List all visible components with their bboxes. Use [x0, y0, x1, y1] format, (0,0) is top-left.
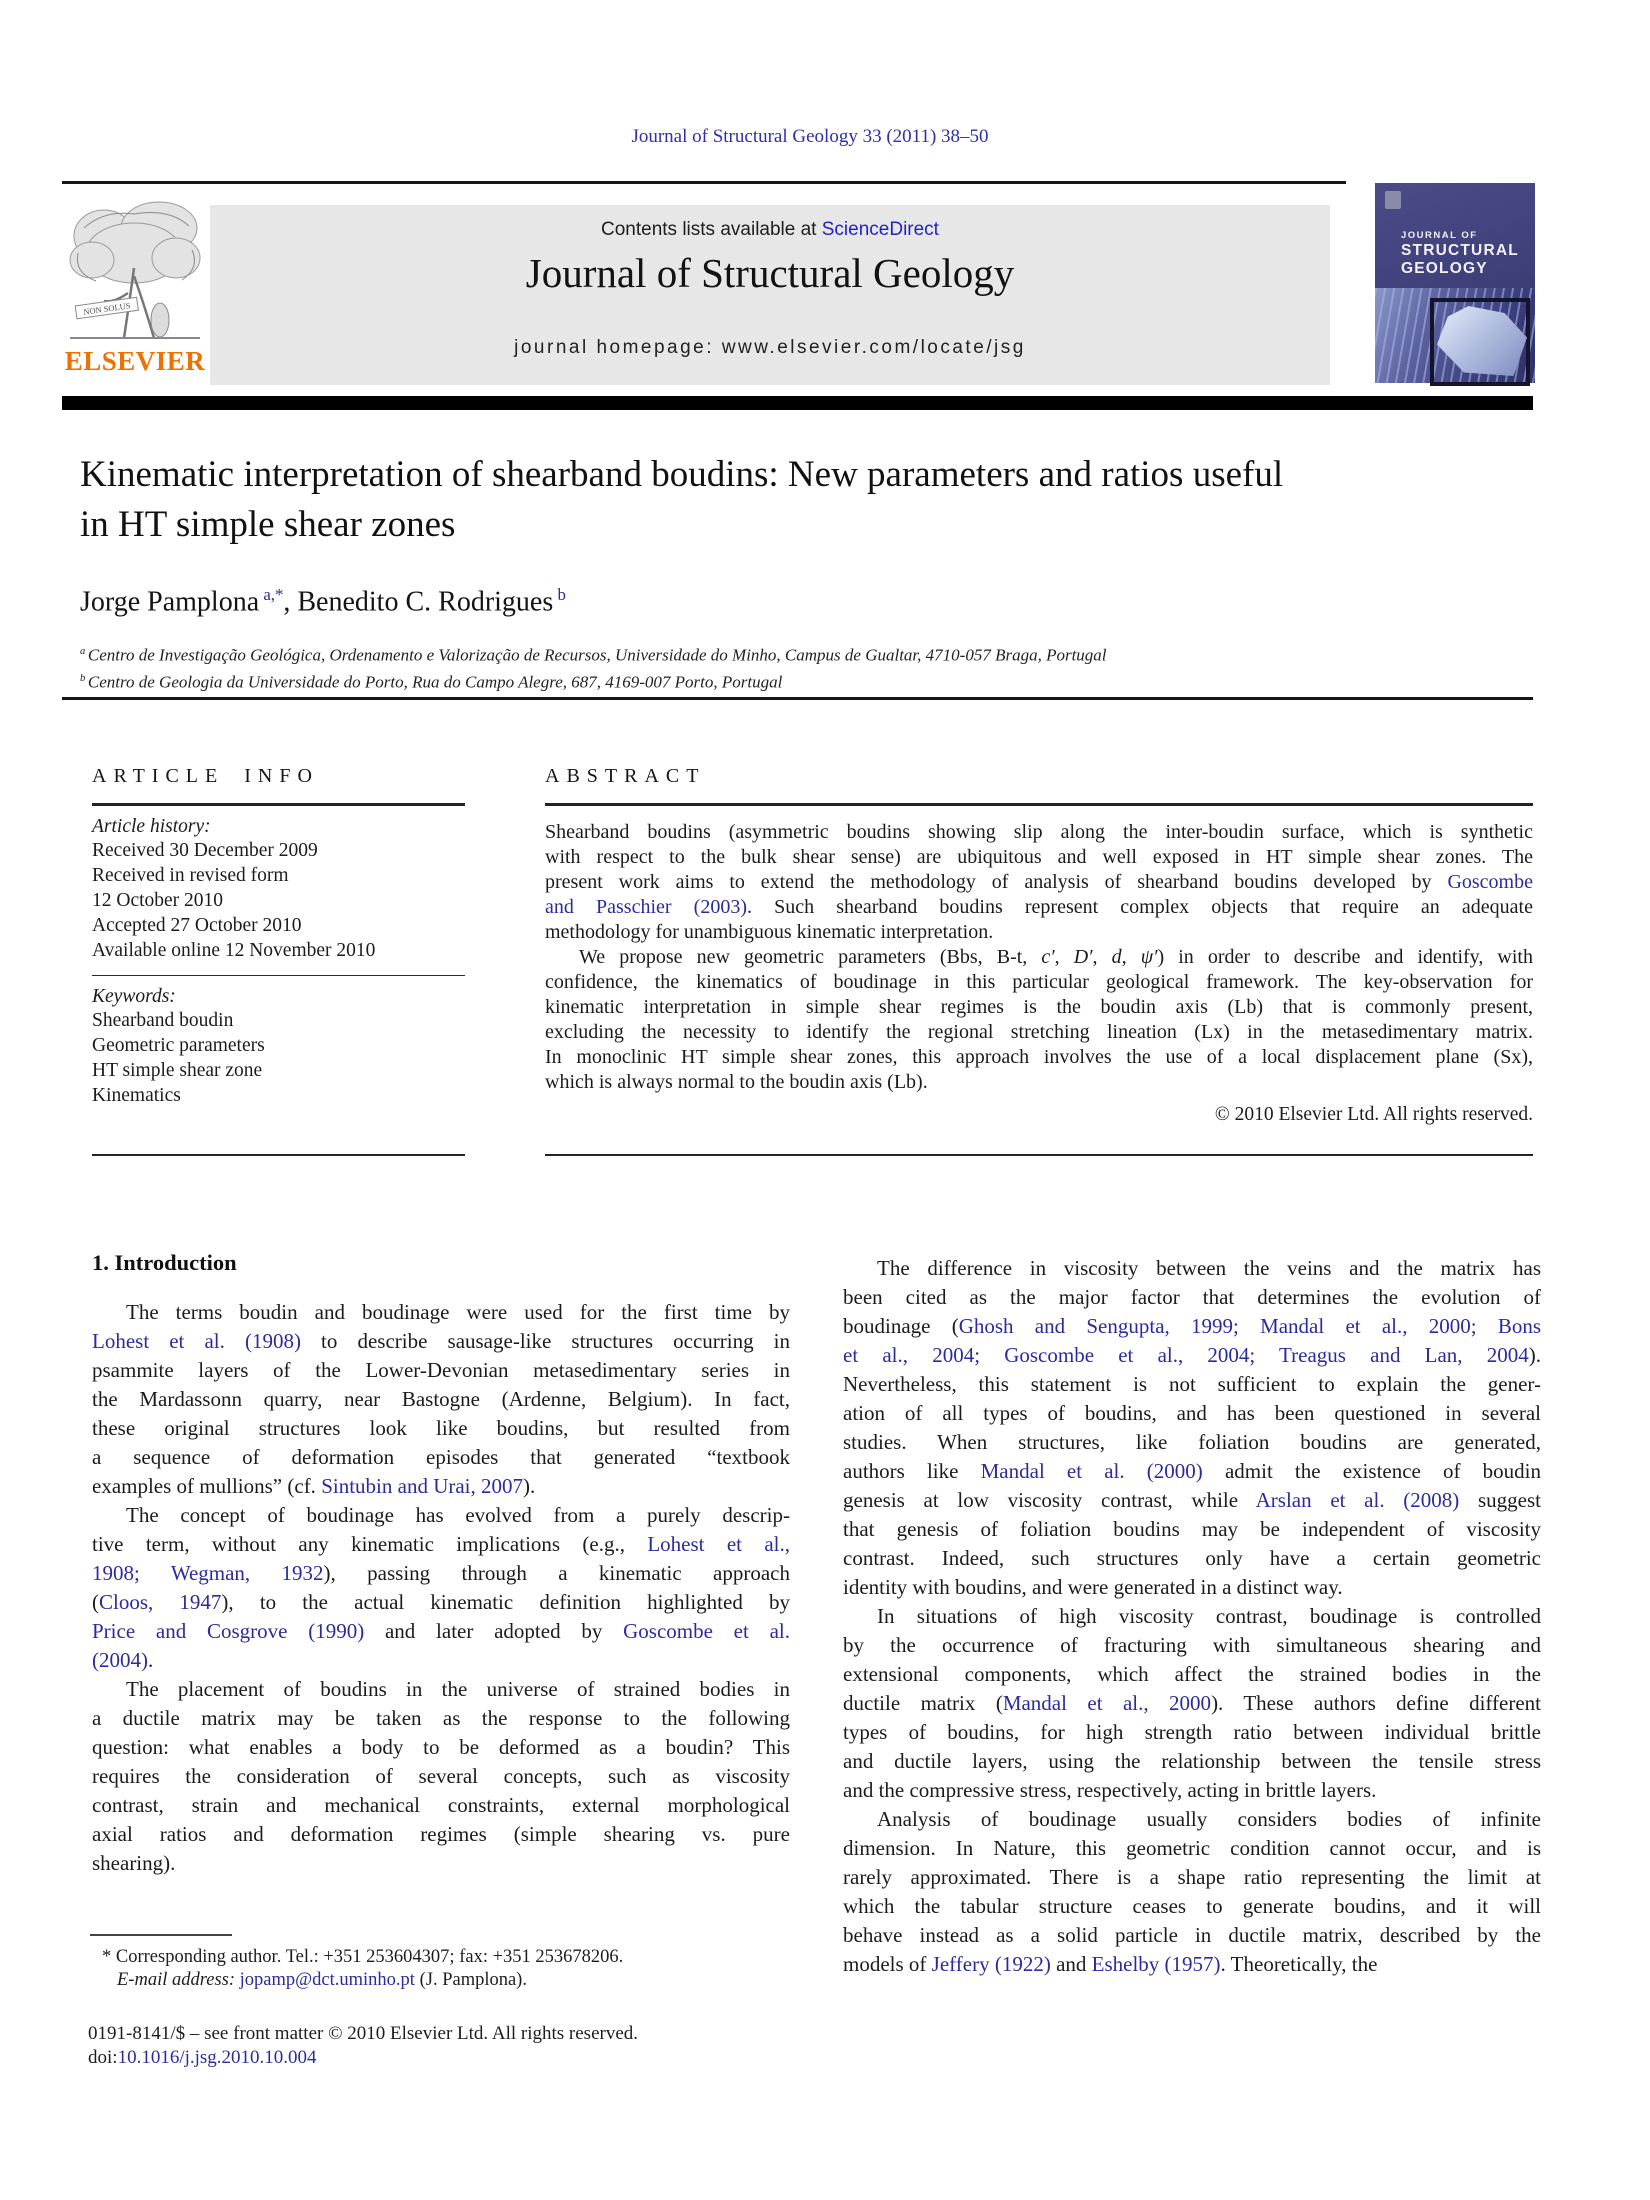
text-segment: behave instead as a solid particle in ductile matrix, described by the	[843, 1923, 1541, 1947]
text-line	[843, 1863, 1541, 1892]
journal-reference-line: Journal of Structural Geology 33 (2011) 38–50	[631, 126, 989, 147]
text-line	[92, 1617, 790, 1646]
text-line	[92, 1385, 790, 1414]
text-line	[843, 1602, 1541, 1631]
text-line	[92, 1530, 790, 1559]
cover-art	[1375, 288, 1535, 383]
affiliations	[80, 640, 1520, 693]
text-line	[843, 1370, 1541, 1399]
text-segment: admit the existence of boudin	[1202, 1459, 1542, 1483]
text-segment: tive term, without any kinematic implications (e.g.,	[92, 1532, 648, 1556]
title-divider-rule	[62, 697, 1533, 700]
text-segment: In monoclinic HT simple shear zones, this approach involves the use of a local displacement plane (Sx),	[545, 1045, 1533, 1068]
author-ref-superscript[interactable]: b	[553, 585, 566, 604]
text-segment: genesis at low viscosity contrast, while	[843, 1488, 1256, 1512]
text-segment: Centro de Investigação Geológica, Ordenamento e Valorização de Recursos, Universidade do Minho, Campus de Gualtar, 4710-057 Braga, Portugal	[87, 645, 1107, 665]
citation-link[interactable]: Ghosh and Sengupta, 1999; Mandal et al., 2000; Bons	[958, 1314, 1541, 1338]
citation-link[interactable]: Lohest et al.,	[647, 1532, 790, 1556]
text-line	[92, 1472, 790, 1501]
text-line	[843, 1747, 1541, 1776]
section-heading-introduction: 1. Introduction	[92, 1250, 237, 1275]
text-segment: question: what enables a body to be deformed as a boudin? This	[92, 1735, 790, 1759]
cover-title-line3: GEOLOGY	[1401, 259, 1488, 277]
homepage-prefix: journal homepage:	[514, 337, 722, 358]
article-history-item: 12 October 2010	[92, 889, 224, 911]
text-line	[843, 1776, 1541, 1805]
article-title-line1: Kinematic interpretation of shearband boudins: New parameters and ratios useful	[80, 454, 1284, 495]
text-segment: types of boudins, for high strength ratio between individual brittle	[843, 1720, 1541, 1744]
text-segment: Analysis of boudinage usually considers bodies of infinite	[877, 1807, 1541, 1831]
text-segment: a	[80, 646, 88, 657]
citation-link[interactable]: Goscombe et al.	[623, 1619, 790, 1643]
text-segment: axial ratios and deformation regimes (simple shearing vs. pure	[92, 1822, 790, 1846]
citation-link[interactable]: et al., 2004; Goscombe et al., 2004; Treagus and Lan, 2004	[843, 1343, 1529, 1367]
text-line	[843, 1428, 1541, 1457]
text-line	[843, 1950, 1541, 1979]
article-history-label: Article history:	[92, 815, 211, 837]
keyword-item: Shearband boudin	[92, 1010, 234, 1031]
affiliation-a	[80, 640, 1520, 667]
citation-link[interactable]: Goscombe	[1447, 870, 1533, 893]
journal-banner	[210, 205, 1330, 385]
citation-link[interactable]: Jeffery (1922)	[931, 1952, 1051, 1976]
text-segment: and the compressive stress, respectively, acting in brittle layers.	[843, 1778, 1377, 1802]
text-segment: present work aims to extend the methodology of analysis of shearband boudins developed by	[545, 870, 1448, 893]
text-segment: been cited as the major factor that determines the evolution of	[843, 1285, 1541, 1309]
elsevier-tree-icon	[64, 198, 206, 346]
copyright-notice: © 2010 Elsevier Ltd. All rights reserved.	[1214, 1103, 1533, 1125]
text-line	[843, 1805, 1541, 1834]
text-line	[843, 1283, 1541, 1312]
text-segment: requires the consideration of several concepts, such as viscosity	[92, 1764, 790, 1788]
text-segment: ,	[1092, 945, 1112, 968]
footnote-contact-line: * Corresponding author. Tel.: +351 253604307; fax: +351 253678206.	[102, 1947, 624, 1967]
doi-prefix: doi:	[88, 2047, 118, 2068]
article-history-item: Accepted 27 October 2010	[92, 914, 302, 936]
abstract-text	[545, 820, 1533, 1095]
citation-link[interactable]: Mandal et al., 2000	[1002, 1691, 1212, 1715]
abstract-line	[545, 995, 1533, 1020]
citation-link[interactable]: Cloos, 1947	[99, 1590, 222, 1614]
text-line	[843, 1921, 1541, 1950]
text-line	[843, 1341, 1541, 1370]
article-title-line2: in HT simple shear zones	[80, 504, 456, 545]
imprint-footer	[88, 2022, 788, 2070]
doi-link[interactable]: 10.1016/j.jsg.2010.10.004	[117, 2047, 317, 2068]
text-line	[92, 1675, 790, 1704]
text-segment: a ductile matrix may be taken as the response to the following	[92, 1706, 790, 1730]
citation-link[interactable]: Price and Cosgrove (1990)	[92, 1619, 365, 1643]
text-segment: excluding the necessity to identify the regional stretching lineation (Lx) in the metasedimentary matrix.	[545, 1020, 1533, 1043]
abstract-line	[545, 1070, 1533, 1095]
text-segment: identity with boudins, and were generated in a distinct way.	[843, 1575, 1343, 1599]
text-segment: and	[1050, 1952, 1092, 1976]
cover-title	[1401, 231, 1519, 278]
abstract-column	[545, 765, 1533, 1126]
homepage-url-link[interactable]: www.elsevier.com/locate/jsg	[721, 337, 1026, 358]
text-line	[92, 1327, 790, 1356]
text-segment: and later adopted by	[364, 1619, 624, 1643]
citation-link[interactable]: Eshelby (1957)	[1091, 1952, 1221, 1976]
text-line	[92, 1559, 790, 1588]
text-segment: and ductile layers, using the relationship between the tensile stress	[843, 1749, 1541, 1773]
keywords-label: Keywords:	[92, 986, 176, 1007]
text-segment: confidence, the kinematics of boudinage in this particular geological framework. The key-observation for	[545, 970, 1533, 993]
text-line	[843, 1718, 1541, 1747]
sciencedirect-link[interactable]: ScienceDirect	[821, 219, 939, 240]
footnote-email-line	[90, 1969, 730, 1992]
citation-link[interactable]: (2004)	[92, 1648, 148, 1672]
info-closing-rule	[92, 1154, 465, 1156]
keyword-item: HT simple shear zone	[92, 1060, 263, 1081]
text-segment: dimension. In Nature, this geometric condition cannot occur, and is	[843, 1836, 1541, 1860]
text-line	[843, 1544, 1541, 1573]
text-segment: Shearband boudins (asymmetric boudins showing slip along the inter-boudin surface, which is synthetic	[545, 820, 1533, 843]
text-line	[92, 1414, 790, 1443]
banner-journal-title: Journal of Structural Geology	[525, 250, 1015, 296]
text-line	[843, 1254, 1541, 1283]
article-history-item: Received 30 December 2009	[92, 839, 318, 861]
article-title	[80, 450, 1520, 550]
citation-link[interactable]: Sintubin and Urai, 2007	[321, 1474, 524, 1498]
text-segment: We propose new geometric parameters (Bbs, B-t,	[579, 945, 1042, 968]
text-segment: authors like	[843, 1459, 981, 1483]
text-segment: studies. When structures, like foliation boudins are generated,	[843, 1430, 1541, 1454]
text-segment: extensional components, which affect the strained bodies in the	[843, 1662, 1541, 1686]
text-line	[843, 1631, 1541, 1660]
abstract-line	[545, 920, 1533, 945]
abstract-line	[545, 895, 1533, 920]
text-segment: . Theoretically, the	[1220, 1952, 1378, 1976]
text-line	[92, 1588, 790, 1617]
text-segment: (	[92, 1590, 99, 1614]
text-segment: these original structures look like boudins, but resulted from	[92, 1416, 790, 1440]
text-segment: Jorge Pamplona	[80, 586, 260, 618]
non-solus-ribbon: NON SOLUS	[82, 300, 132, 317]
text-line	[92, 1791, 790, 1820]
text-line	[92, 1762, 790, 1791]
issn-copyright-line: 0191-8141/$ – see front matter © 2010 Elsevier Ltd. All rights reserved.	[88, 2023, 639, 2044]
abstract-line	[545, 1020, 1533, 1045]
elsevier-logo[interactable]	[64, 198, 206, 384]
text-line	[92, 1646, 790, 1675]
text-segment: ψ′	[1140, 945, 1158, 968]
text-segment: which the tabular structure ceases to generate boudins, and it will	[843, 1894, 1541, 1918]
text-segment: kinematic interpretation in simple shear regimes is the boudin axis (Lb) that is commonly present,	[545, 995, 1533, 1018]
text-line	[92, 1820, 790, 1849]
text-segment: The concept of boudinage has evolved from a purely descrip-	[126, 1503, 790, 1527]
text-segment: contrast, strain and mechanical constraints, external morphological	[92, 1793, 790, 1817]
text-segment: which is always normal to the boudin axis (Lb).	[545, 1070, 928, 1093]
article-history-item: Received in revised form	[92, 864, 289, 886]
text-segment: The placement of boudins in the universe of strained bodies in	[126, 1677, 790, 1701]
text-segment: Centro de Geologia da Universidade do Porto, Rua do Campo Alegre, 687, 4169-007 Porto, Portugal	[87, 672, 783, 692]
text-segment: ,	[1121, 945, 1141, 968]
corresponding-author-footnote	[90, 1946, 730, 1992]
text-line	[92, 1356, 790, 1385]
cover-title-line2: STRUCTURAL	[1401, 241, 1519, 259]
abstract-line	[545, 945, 1533, 970]
journal-cover-thumbnail[interactable]	[1375, 183, 1535, 383]
text-line	[843, 1834, 1541, 1863]
article-info-column	[92, 765, 465, 1108]
text-segment: examples of mullions” (cf.	[92, 1474, 322, 1498]
text-segment: .	[148, 1648, 154, 1672]
abstract-line	[545, 970, 1533, 995]
text-line	[92, 1733, 790, 1762]
text-line	[843, 1515, 1541, 1544]
abstract-line	[545, 870, 1533, 895]
footnote-rule	[90, 1934, 232, 1936]
cover-title-line1: JOURNAL OF	[1401, 230, 1478, 241]
text-segment: , Benedito C. Rodrigues	[283, 586, 554, 618]
homepage-line	[210, 337, 1330, 359]
text-segment: ).	[1528, 1343, 1541, 1367]
body-left-column	[92, 1298, 790, 1878]
text-segment: . Such shearband boudins represent complex objects that require an adequate	[746, 895, 1533, 918]
abstract-line	[545, 845, 1533, 870]
text-segment: boudinage (	[843, 1314, 959, 1338]
text-segment: c′	[1041, 945, 1055, 968]
text-segment: In situations of high viscosity contrast, boudinage is controlled	[877, 1604, 1541, 1628]
text-line	[843, 1573, 1541, 1602]
contents-prefix: Contents lists available at	[601, 219, 822, 240]
text-line	[843, 1312, 1541, 1341]
text-line	[843, 1457, 1541, 1486]
text-segment: contrast. Indeed, such structures only have a certain geometric	[843, 1546, 1541, 1570]
text-segment: suggest	[1459, 1488, 1542, 1512]
text-segment: ), to the actual kinematic definition highlighted by	[221, 1590, 790, 1614]
text-segment: ation of all types of boudins, and has been questioned in several	[843, 1401, 1541, 1425]
doi-line	[88, 2046, 788, 2070]
text-segment: E-mail address:	[117, 1970, 236, 1990]
text-segment: The difference in viscosity between the veins and the matrix has	[877, 1256, 1541, 1280]
article-info-rule	[92, 803, 465, 806]
citation-link[interactable]: Mandal et al. (2000)	[980, 1459, 1203, 1483]
text-segment: ductile matrix (	[843, 1691, 1003, 1715]
text-segment: d	[1111, 945, 1122, 968]
authors-line	[80, 585, 1520, 618]
keyword-item: Geometric parameters	[92, 1035, 265, 1056]
affiliation-b	[80, 667, 1520, 694]
elsevier-wordmark: ELSEVIER	[64, 346, 206, 376]
text-line	[92, 1501, 790, 1530]
text-segment: ).	[523, 1474, 536, 1498]
text-line	[843, 1689, 1541, 1718]
article-history-item: Available online 12 November 2010	[92, 939, 376, 961]
author-ref-superscript[interactable]: a,*	[259, 585, 284, 604]
text-segment: (J. Pamplona).	[414, 1970, 527, 1990]
body-right-column	[843, 1254, 1541, 1979]
contents-line	[210, 219, 1330, 241]
top-rule	[62, 181, 1346, 184]
text-segment: Nevertheless, this statement is not sufficient to explain the gener-	[843, 1372, 1541, 1396]
text-segment: psammite layers of the Lower-Devonian metasedimentary series in	[92, 1358, 790, 1382]
text-line	[843, 1660, 1541, 1689]
text-line	[92, 1704, 790, 1733]
keywords-rule	[92, 975, 465, 977]
citation-link[interactable]: jopamp@dct.uminho.pt	[239, 1970, 415, 1990]
text-segment: The terms boudin and boudinage were used for the first time by	[126, 1300, 790, 1324]
article-info-header: ARTICLE INFO	[92, 765, 319, 787]
abstract-closing-rule	[545, 1154, 1533, 1156]
text-segment: a sequence of deformation episodes that generated “textbook	[92, 1445, 790, 1469]
citation-link[interactable]: 1908; Wegman, 1932	[92, 1561, 324, 1585]
text-segment: rarely approximated. There is a shape ratio representing the limit at	[843, 1865, 1541, 1889]
citation-link[interactable]: Arslan et al. (2008)	[1255, 1488, 1460, 1512]
text-segment: by the occurrence of fracturing with simultaneous shearing and	[843, 1633, 1541, 1657]
abstract-rule	[545, 803, 1533, 806]
text-segment: ,	[1054, 945, 1074, 968]
text-segment: shearing).	[92, 1851, 176, 1875]
text-segment: ), passing through a kinematic approach	[323, 1561, 790, 1585]
text-segment: models of	[843, 1952, 932, 1976]
text-segment: b	[80, 672, 88, 684]
text-segment: with respect to the bulk shear sense) are ubiquitous and well exposed in HT simple shear zones. The	[545, 845, 1533, 868]
text-segment: that genesis of foliation boudins may be independent of viscosity	[843, 1517, 1541, 1541]
citation-link[interactable]: Lohest et al. (1908)	[92, 1329, 301, 1353]
keyword-item: Kinematics	[92, 1085, 181, 1106]
cover-publisher-mark-icon	[1385, 191, 1401, 209]
black-divider-bar	[62, 396, 1533, 410]
text-segment: ). These authors define different	[1211, 1691, 1541, 1715]
citation-link[interactable]: and Passchier (2003)	[545, 895, 747, 918]
abstract-line	[545, 820, 1533, 845]
text-segment: methodology for unambiguous kinematic interpretation.	[545, 920, 994, 943]
text-line	[92, 1443, 790, 1472]
text-line	[843, 1399, 1541, 1428]
abstract-header: ABSTRACT	[545, 765, 706, 787]
abstract-line	[545, 1045, 1533, 1070]
text-line	[92, 1849, 790, 1878]
text-segment: the Mardassonn quarry, near Bastogne (Ardenne, Belgium). In fact,	[92, 1387, 790, 1411]
text-segment: ) in order to describe and identify, with	[1157, 945, 1533, 968]
text-line	[843, 1892, 1541, 1921]
text-segment: to describe sausage-like structures occurring in	[300, 1329, 791, 1353]
text-line	[843, 1486, 1541, 1515]
text-line	[92, 1298, 790, 1327]
text-segment: D′	[1073, 945, 1093, 968]
